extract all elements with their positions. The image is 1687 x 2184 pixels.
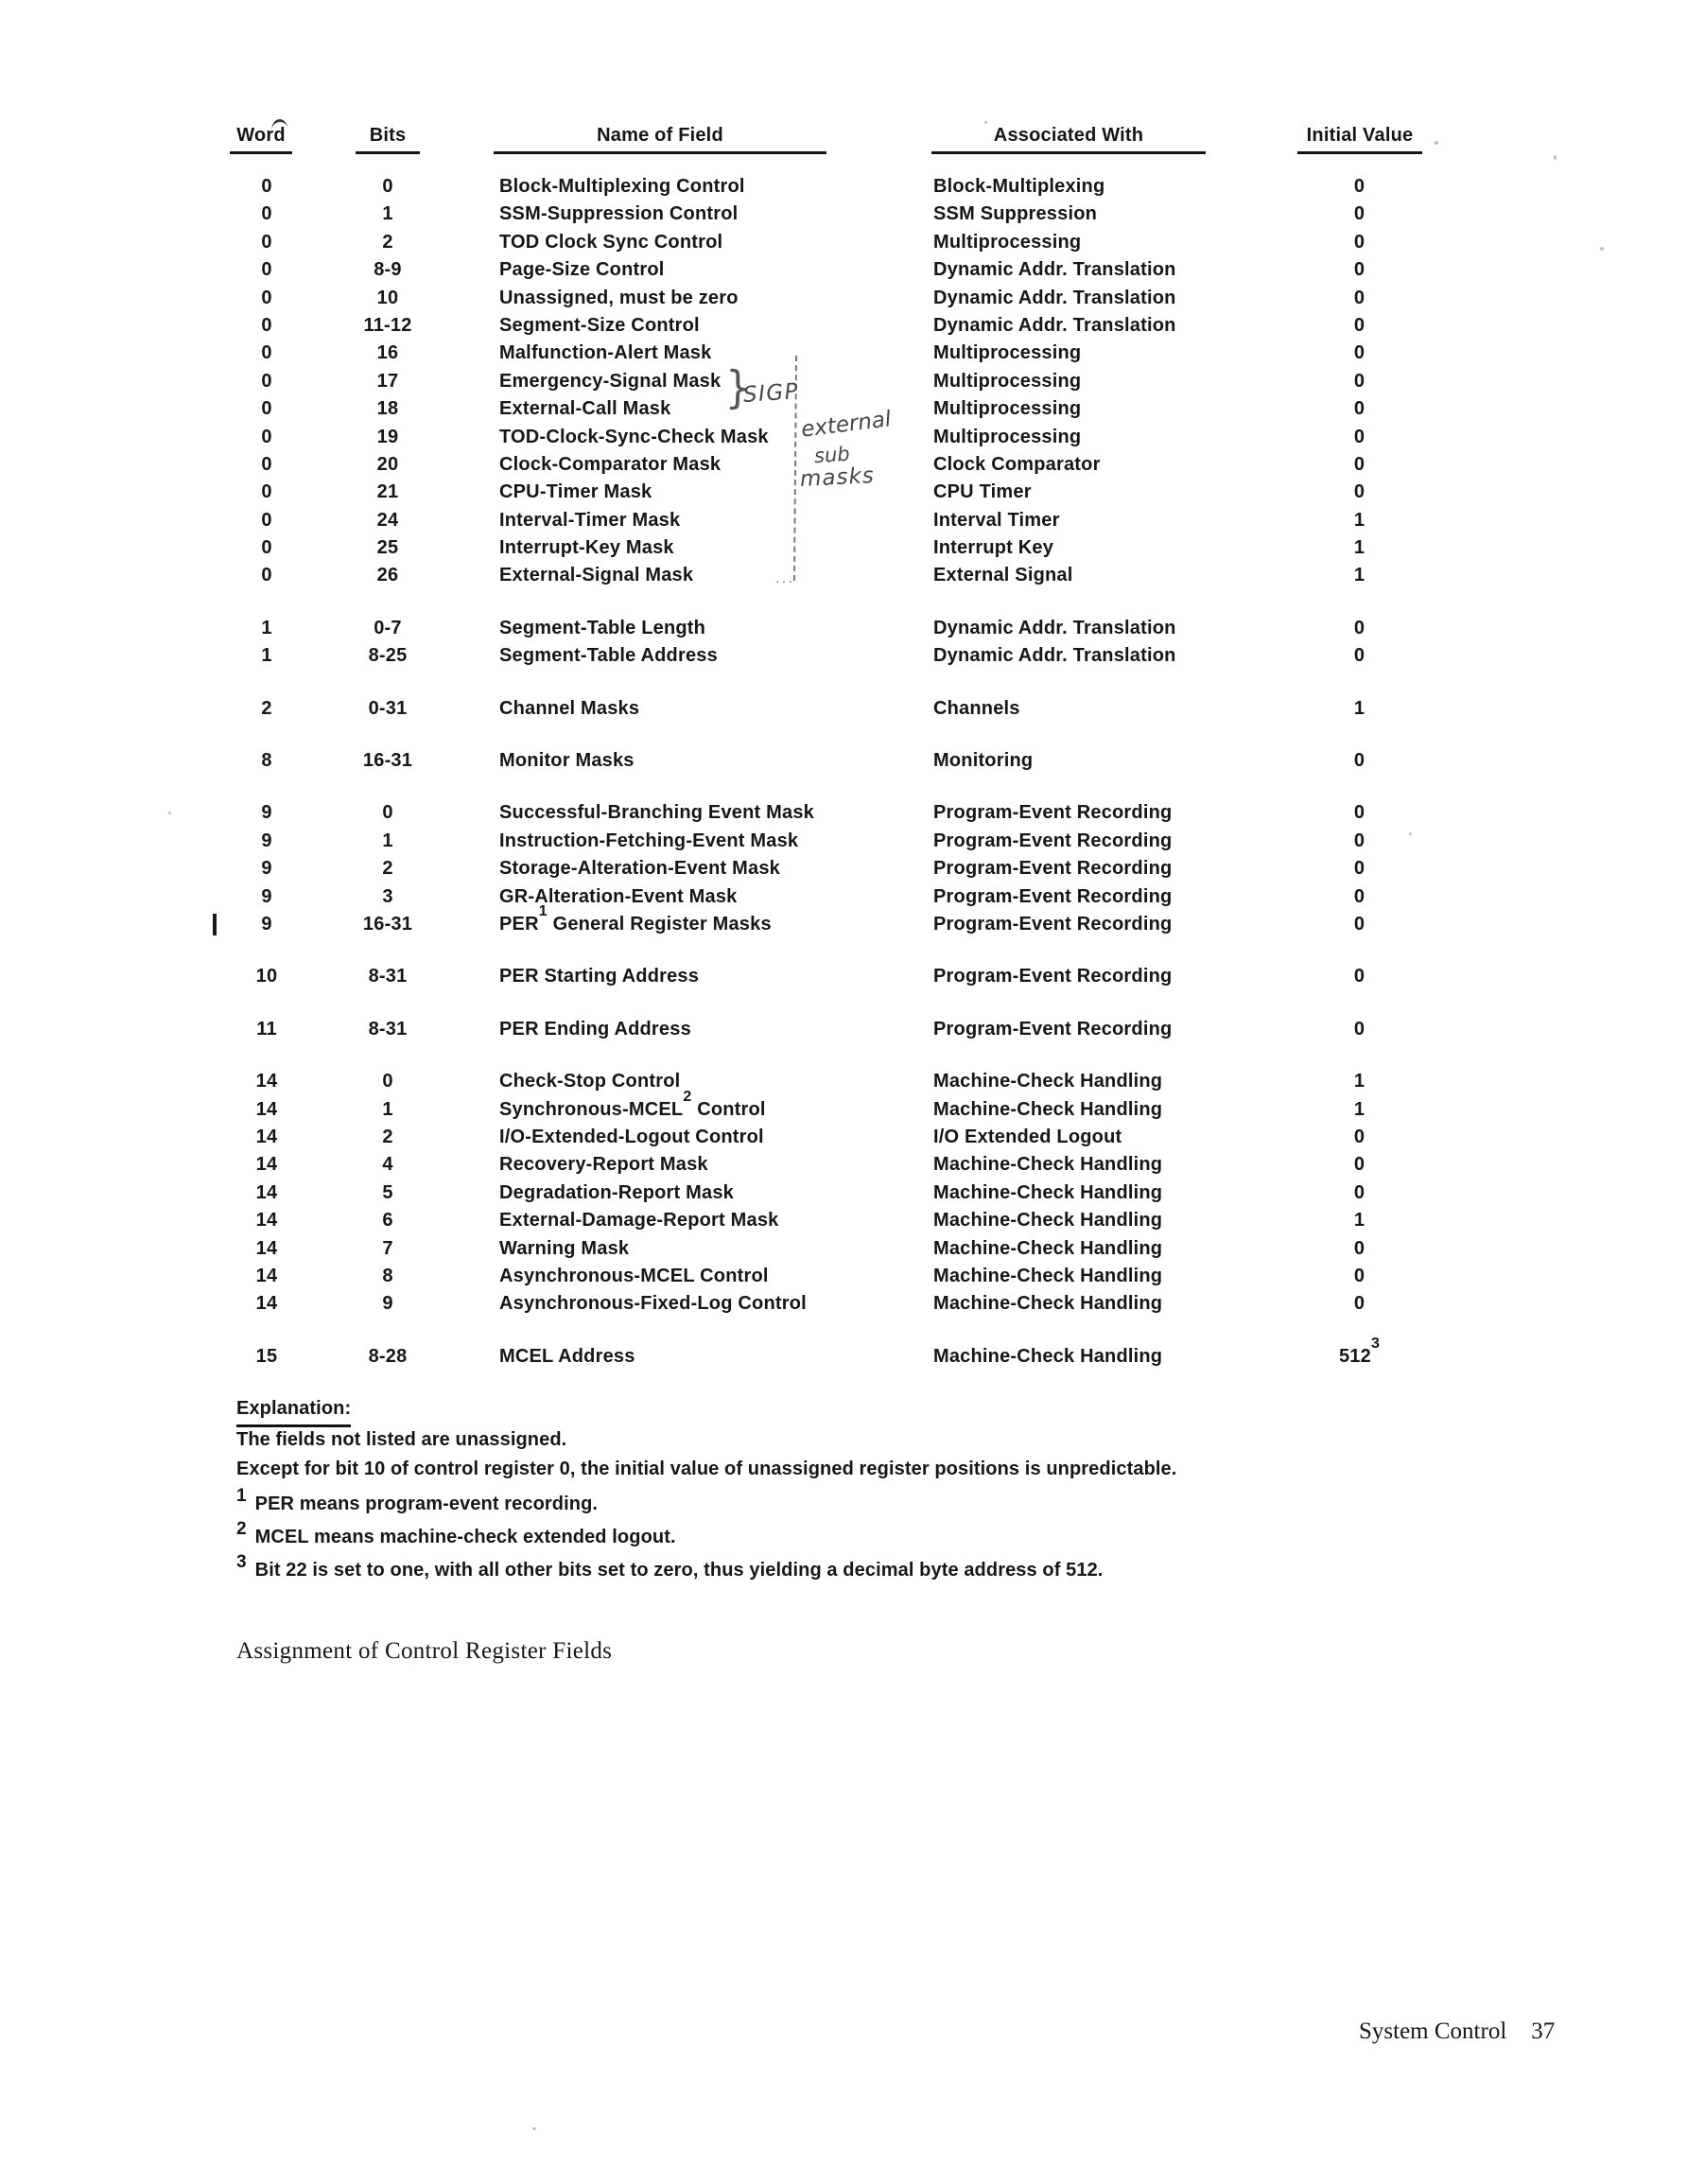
- cell-word: 14: [255, 1098, 278, 1120]
- cell-field-name: External-Signal Mask: [499, 565, 694, 586]
- cell-associated-with: Machine-Check Handling: [933, 1265, 1163, 1286]
- cell-bits: 19: [376, 426, 399, 447]
- table-row: [0, 1179, 1687, 1207]
- cell-initial-value: 1: [1353, 565, 1365, 586]
- cell-associated-with: Machine-Check Handling: [933, 1181, 1163, 1203]
- cell-bits: 1: [382, 1098, 393, 1120]
- footnote-3: [236, 1552, 1104, 1584]
- cell-initial-value: 0: [1353, 342, 1365, 364]
- cell-field-name: Recovery-Report Mask: [499, 1154, 708, 1176]
- cell-initial-value: 0: [1353, 453, 1365, 475]
- cell-associated-with: Program-Event Recording: [933, 858, 1173, 880]
- cell-field-name: MCEL Address: [499, 1345, 635, 1367]
- cell-associated-with: Dynamic Addr. Translation: [933, 617, 1176, 638]
- change-bar: [213, 914, 217, 935]
- control-register-table: [0, 173, 1687, 1371]
- table-row: [0, 285, 1687, 312]
- cell-word: 0: [261, 314, 272, 336]
- cell-field-name: Synchronous-MCEL$^2$ Control: [499, 1088, 766, 1120]
- cell-associated-with: SSM Suppression: [933, 203, 1098, 225]
- footnote-text: PER means program-event recording.: [254, 1494, 599, 1514]
- table-row: [0, 963, 1687, 990]
- cell-initial-value: 0: [1353, 398, 1365, 420]
- cell-bits: 25: [376, 537, 399, 559]
- cell-word: 0: [261, 509, 272, 531]
- cell-field-name: Unassigned, must be zero: [499, 287, 739, 308]
- table-row: [0, 615, 1687, 642]
- cell-field-name: Asynchronous-MCEL Control: [499, 1265, 769, 1286]
- cell-associated-with: I/O Extended Logout: [933, 1126, 1122, 1147]
- cell-field-name: Interval-Timer Mask: [499, 509, 681, 531]
- handwritten-dots: ···: [775, 573, 794, 588]
- cell-associated-with: Machine-Check Handling: [933, 1098, 1163, 1120]
- cell-initial-value: 0: [1353, 830, 1365, 851]
- footnote-marker: 2: [236, 1519, 247, 1539]
- cell-field-name: Emergency-Signal Mask: [499, 370, 722, 392]
- cell-initial-value: 1: [1353, 537, 1365, 559]
- cell-word: 0: [261, 231, 272, 253]
- scan-speck: [1600, 247, 1604, 251]
- cell-initial-value: 0: [1353, 1293, 1365, 1315]
- footnote-marker: 1: [236, 1486, 247, 1506]
- table-row: [0, 312, 1687, 340]
- cell-field-name: Interrupt-Key Mask: [499, 537, 674, 559]
- cell-field-name: Segment-Table Length: [499, 617, 706, 638]
- cell-word: 1: [261, 617, 272, 638]
- cell-field-name: CPU-Timer Mask: [499, 481, 652, 503]
- cell-bits: 16-31: [362, 913, 413, 935]
- cell-word: 11: [256, 1018, 277, 1040]
- cell-associated-with: Machine-Check Handling: [933, 1071, 1163, 1092]
- scan-speck: [1409, 832, 1412, 835]
- cell-associated-with: Machine-Check Handling: [933, 1210, 1163, 1232]
- cell-bits: 0: [382, 1071, 393, 1092]
- cell-initial-value: 0: [1353, 885, 1365, 907]
- cell-initial-value: 0: [1353, 176, 1365, 197]
- cell-associated-with: Program-Event Recording: [933, 1018, 1173, 1040]
- cell-word: 14: [255, 1154, 278, 1176]
- handwritten-note-masks: masks: [799, 463, 876, 493]
- table-row: [0, 507, 1687, 534]
- handwritten-note-sub: sub: [813, 442, 851, 468]
- footer-section-title: System Control: [1359, 2018, 1507, 2044]
- cell-field-name: Degradation-Report Mask: [499, 1181, 734, 1203]
- cell-word: 10: [255, 966, 278, 987]
- cell-associated-with: Machine-Check Handling: [933, 1154, 1163, 1176]
- cell-initial-value: 0: [1353, 1018, 1365, 1040]
- cell-word: 14: [255, 1181, 278, 1203]
- cell-word: 14: [255, 1071, 278, 1092]
- table-row: [0, 1124, 1687, 1151]
- cell-associated-with: Program-Event Recording: [933, 830, 1173, 851]
- cell-associated-with: Multiprocessing: [933, 398, 1082, 420]
- cell-initial-value: $512^3$: [1338, 1335, 1381, 1367]
- cell-word: 15: [255, 1345, 278, 1367]
- table-group: [0, 747, 1687, 775]
- cell-word: 0: [261, 342, 272, 364]
- cell-word: 14: [255, 1265, 278, 1286]
- footnote-text: MCEL means machine-check extended logout.: [254, 1527, 676, 1547]
- cell-associated-with: Dynamic Addr. Translation: [933, 259, 1176, 281]
- table-row: [0, 1068, 1687, 1095]
- cell-associated-with: Machine-Check Handling: [933, 1237, 1163, 1259]
- cell-initial-value: 0: [1353, 287, 1365, 308]
- cell-field-name: TOD Clock Sync Control: [499, 231, 723, 253]
- cell-word: 0: [261, 481, 272, 503]
- table-row: [0, 201, 1687, 228]
- table-row: [0, 256, 1687, 284]
- cell-field-name: Malfunction-Alert Mask: [499, 342, 712, 364]
- cell-bits: 1: [382, 203, 393, 225]
- cell-bits: 8-31: [368, 1018, 408, 1040]
- cell-initial-value: 0: [1353, 645, 1365, 667]
- cell-field-name: PER$^1$ General Register Masks: [499, 903, 772, 935]
- table-row: [0, 1016, 1687, 1043]
- cell-bits: 10: [376, 287, 399, 308]
- explanation-line: Except for bit 10 of control register 0, the initial value of unassigned register positions is unpredictable.: [236, 1459, 1177, 1479]
- cell-field-name: External-Call Mask: [499, 398, 671, 420]
- cell-initial-value: 0: [1353, 617, 1365, 638]
- table-row: [0, 747, 1687, 775]
- cell-associated-with: Interrupt Key: [933, 537, 1054, 559]
- cell-field-name: Monitor Masks: [499, 750, 635, 772]
- cell-bits: 17: [376, 370, 399, 392]
- handwritten-note-external: external: [799, 407, 893, 443]
- cell-initial-value: 0: [1353, 1181, 1365, 1203]
- table-row: [0, 562, 1687, 589]
- table-row: [0, 1207, 1687, 1234]
- handwritten-note-sigp: SIGP: [742, 378, 800, 409]
- cell-field-name: Storage-Alteration-Event Mask: [499, 858, 780, 880]
- cell-associated-with: Dynamic Addr. Translation: [933, 314, 1176, 336]
- cell-bits: 3: [382, 885, 393, 907]
- cell-word: 0: [261, 453, 272, 475]
- footnote-marker: 3: [236, 1552, 247, 1572]
- cell-word: 9: [261, 858, 272, 880]
- cell-field-name: Block-Multiplexing Control: [499, 176, 745, 197]
- cell-associated-with: Program-Event Recording: [933, 966, 1173, 987]
- cell-bits: 11-12: [363, 314, 412, 336]
- cell-field-name: Successful-Branching Event Mask: [499, 802, 814, 824]
- cell-bits: 6: [382, 1210, 393, 1232]
- cell-field-name: Instruction-Fetching-Event Mask: [499, 830, 799, 851]
- figure-caption: Assignment of Control Register Fields: [236, 1638, 613, 1664]
- cell-field-name: Clock-Comparator Mask: [499, 453, 722, 475]
- table-row: [0, 799, 1687, 827]
- column-header-bits: Bits: [356, 125, 420, 154]
- cell-bits: 20: [376, 453, 399, 475]
- cell-initial-value: 1: [1353, 1071, 1365, 1092]
- cell-initial-value: 0: [1353, 1237, 1365, 1259]
- cell-bits: 8-25: [368, 645, 408, 667]
- scan-speck: [168, 812, 171, 814]
- cell-word: 0: [261, 203, 272, 225]
- cell-field-name: Channel Masks: [499, 697, 640, 719]
- cell-bits: 0: [382, 176, 393, 197]
- cell-field-name: PER Ending Address: [499, 1018, 691, 1040]
- cell-initial-value: 0: [1353, 1154, 1365, 1176]
- cell-associated-with: External Signal: [933, 565, 1073, 586]
- cell-associated-with: Block-Multiplexing: [933, 176, 1105, 197]
- cell-initial-value: 0: [1353, 913, 1365, 935]
- cell-associated-with: Program-Event Recording: [933, 885, 1173, 907]
- cell-bits: 8-9: [374, 259, 402, 281]
- table-row: [0, 534, 1687, 562]
- scan-speck: [1554, 155, 1557, 160]
- cell-word: 14: [255, 1210, 278, 1232]
- cell-initial-value: 0: [1353, 203, 1365, 225]
- table-row: [0, 883, 1687, 911]
- stray-pen-mark: [270, 118, 287, 131]
- cell-word: 0: [261, 398, 272, 420]
- cell-field-name: GR-Alteration-Event Mask: [499, 885, 738, 907]
- cell-word: 9: [261, 802, 272, 824]
- cell-initial-value: 1: [1353, 509, 1365, 531]
- table-group: [0, 963, 1687, 990]
- table-row: [0, 1263, 1687, 1290]
- cell-field-name: Segment-Size Control: [499, 314, 700, 336]
- footnote-1: [236, 1486, 599, 1518]
- cell-word: 0: [261, 537, 272, 559]
- cell-bits: 2: [382, 858, 393, 880]
- cell-field-name: TOD-Clock-Sync-Check Mask: [499, 426, 769, 447]
- table-group: [0, 1335, 1687, 1371]
- explanation-heading: Explanation:: [236, 1395, 351, 1427]
- cell-word: 9: [261, 885, 272, 907]
- cell-field-name: I/O-Extended-Logout Control: [499, 1126, 764, 1147]
- cell-bits: 7: [382, 1237, 393, 1259]
- cell-word: 2: [261, 697, 272, 719]
- table-row: [0, 173, 1687, 201]
- table-group: [0, 1016, 1687, 1043]
- table-row: [0, 642, 1687, 670]
- cell-word: 14: [255, 1237, 278, 1259]
- footer-page-number: 37: [1531, 2018, 1556, 2044]
- cell-associated-with: Clock Comparator: [933, 453, 1101, 475]
- cell-bits: 16-31: [362, 750, 413, 772]
- cell-bits: 1: [382, 830, 393, 851]
- cell-associated-with: Program-Event Recording: [933, 913, 1173, 935]
- cell-initial-value: 0: [1353, 966, 1365, 987]
- cell-bits: 0-7: [374, 617, 402, 638]
- cell-word: 9: [261, 913, 272, 935]
- table-row: [0, 340, 1687, 367]
- cell-bits: 18: [376, 398, 399, 420]
- cell-bits: 0: [382, 802, 393, 824]
- table-row: [0, 1088, 1687, 1124]
- cell-initial-value: 0: [1353, 370, 1365, 392]
- table-row: [0, 229, 1687, 256]
- cell-field-name: Page-Size Control: [499, 259, 665, 281]
- scan-speck: [1435, 141, 1438, 145]
- cell-associated-with: Multiprocessing: [933, 370, 1082, 392]
- cell-word: 0: [261, 426, 272, 447]
- footnote-text: Bit 22 is set to one, with all other bits set to zero, thus yielding a decimal byte address of 512.: [254, 1560, 1104, 1581]
- cell-associated-with: Machine-Check Handling: [933, 1345, 1163, 1367]
- cell-associated-with: Multiprocessing: [933, 426, 1082, 447]
- cell-initial-value: 0: [1353, 314, 1365, 336]
- cell-associated-with: Multiprocessing: [933, 231, 1082, 253]
- cell-bits: 8-28: [368, 1345, 408, 1367]
- cell-word: 8: [261, 750, 272, 772]
- cell-initial-value: 0: [1353, 802, 1365, 824]
- cell-associated-with: CPU Timer: [933, 481, 1032, 503]
- scan-speck: [984, 121, 987, 124]
- cell-word: 0: [261, 370, 272, 392]
- cell-word: 0: [261, 176, 272, 197]
- cell-initial-value: 0: [1353, 259, 1365, 281]
- explanation-line: The fields not listed are unassigned.: [236, 1429, 567, 1450]
- cell-bits: 2: [382, 1126, 393, 1147]
- table-row: [0, 1335, 1687, 1371]
- cell-bits: 24: [376, 509, 399, 531]
- table-group: [0, 695, 1687, 723]
- table-row: [0, 368, 1687, 395]
- cell-bits: 21: [376, 481, 399, 503]
- table-group: [0, 1068, 1687, 1319]
- cell-associated-with: Dynamic Addr. Translation: [933, 645, 1176, 667]
- cell-initial-value: 0: [1353, 750, 1365, 772]
- table-group: [0, 173, 1687, 590]
- cell-bits: 26: [376, 565, 399, 586]
- cell-initial-value: 0: [1353, 481, 1365, 503]
- table-group: [0, 615, 1687, 671]
- cell-initial-value: 1: [1353, 697, 1365, 719]
- cell-word: 14: [255, 1126, 278, 1147]
- cell-field-name: External-Damage-Report Mask: [499, 1210, 779, 1232]
- cell-associated-with: Multiprocessing: [933, 342, 1082, 364]
- cell-associated-with: Channels: [933, 697, 1020, 719]
- cell-associated-with: Monitoring: [933, 750, 1034, 772]
- cell-bits: 5: [382, 1181, 393, 1203]
- cell-field-name: Asynchronous-Fixed-Log Control: [499, 1293, 807, 1315]
- cell-associated-with: Dynamic Addr. Translation: [933, 287, 1176, 308]
- table-row: [0, 828, 1687, 855]
- cell-word: 9: [261, 830, 272, 851]
- table-group: [0, 799, 1687, 938]
- table-row: [0, 855, 1687, 882]
- cell-field-name: Warning Mask: [499, 1237, 630, 1259]
- cell-initial-value: 0: [1353, 1265, 1365, 1286]
- table-row: [0, 1235, 1687, 1263]
- table-row: [0, 1151, 1687, 1179]
- column-header-word: Word: [230, 125, 292, 154]
- cell-field-name: PER Starting Address: [499, 966, 700, 987]
- cell-initial-value: 0: [1353, 858, 1365, 880]
- cell-bits: 4: [382, 1154, 393, 1176]
- cell-word: 14: [255, 1293, 278, 1315]
- cell-bits: 16: [376, 342, 399, 364]
- cell-bits: 8: [382, 1265, 393, 1286]
- table-row: [0, 903, 1687, 938]
- footnote-2: [236, 1519, 676, 1551]
- cell-initial-value: 1: [1353, 1210, 1365, 1232]
- cell-word: 0: [261, 287, 272, 308]
- column-header-initial-value: Initial Value: [1297, 125, 1422, 154]
- cell-field-name: Segment-Table Address: [499, 645, 718, 667]
- table-row: [0, 695, 1687, 723]
- cell-associated-with: Machine-Check Handling: [933, 1293, 1163, 1315]
- cell-field-name: SSM-Suppression Control: [499, 203, 739, 225]
- table-row: [0, 1290, 1687, 1318]
- cell-initial-value: 0: [1353, 231, 1365, 253]
- cell-initial-value: 1: [1353, 1098, 1365, 1120]
- cell-word: 1: [261, 645, 272, 667]
- column-header-name-of-field: Name of Field: [494, 125, 826, 154]
- page-footer: [1359, 2018, 1555, 2045]
- cell-word: 0: [261, 259, 272, 281]
- cell-initial-value: 0: [1353, 426, 1365, 447]
- scan-speck: [532, 2127, 536, 2130]
- cell-associated-with: Interval Timer: [933, 509, 1060, 531]
- cell-bits: 9: [382, 1293, 393, 1315]
- cell-field-name: Check-Stop Control: [499, 1071, 681, 1092]
- cell-bits: 8-31: [368, 966, 408, 987]
- cell-word: 0: [261, 565, 272, 586]
- cell-initial-value: 0: [1353, 1126, 1365, 1147]
- cell-associated-with: Program-Event Recording: [933, 802, 1173, 824]
- cell-bits: 2: [382, 231, 393, 253]
- cell-bits: 0-31: [368, 697, 408, 719]
- handwritten-brace: }: [724, 360, 752, 414]
- column-header-associated-with: Associated With: [931, 125, 1206, 154]
